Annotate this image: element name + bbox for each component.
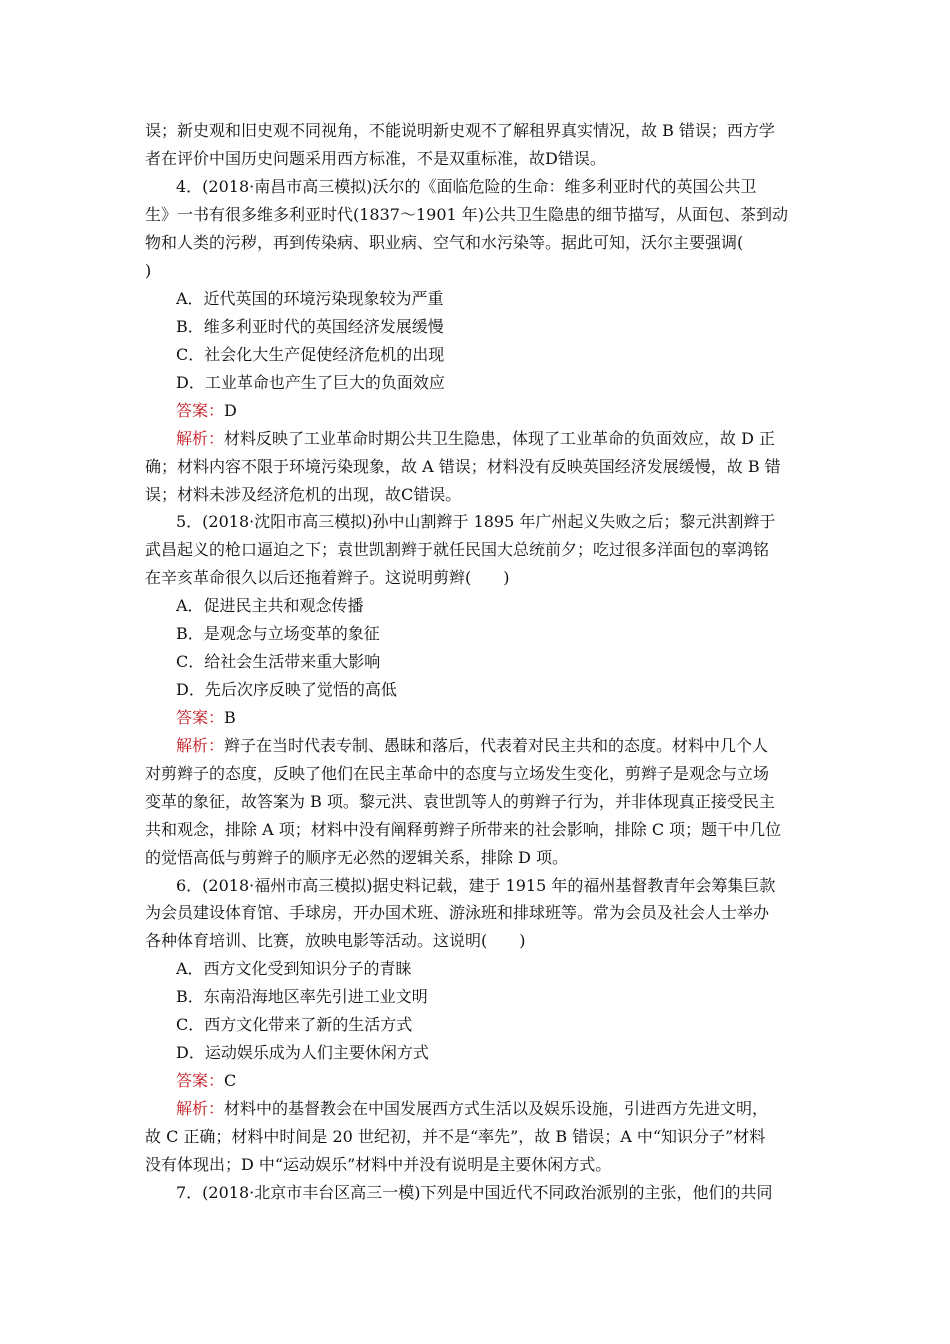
analysis-text: 辫子在当时代表专制、愚昧和落后，代表着对民主共和的态度。材料中几个人: [224, 736, 769, 755]
question-5-option-c: C．给社会生活带来重大影响: [176, 652, 381, 671]
question-6-option-a: A．西方文化受到知识分子的青睐: [176, 959, 412, 978]
question-4-stem: 4．(2018·南昌市高三模拟)沃尔的《面临危险的生命：维多利亚时代的英国公共卫: [176, 177, 757, 196]
question-6-analysis: 没有体现出；D 中“运动娱乐”材料中并没有说明是主要休闲方式。: [145, 1155, 612, 1174]
answer-label: 答案：: [176, 708, 225, 727]
question-5-analysis: 对剪辫子的态度，反映了他们在民主革命中的态度与立场发生变化，剪辫子是观念与立场: [145, 764, 770, 783]
question-5-option-b: B．是观念与立场变革的象征: [176, 624, 380, 643]
question-6-answer: [176, 1071, 236, 1091]
question-4-option-c: C．社会化大生产促使经济危机的出现: [176, 345, 445, 364]
question-6-option-d: D．运动娱乐成为人们主要休闲方式: [176, 1043, 429, 1062]
question-6-analysis: 故 C 正确；材料中时间是 20 世纪初，并不是“率先”，故 B 错误；A 中“知识分子”材料: [145, 1127, 766, 1146]
question-4-option-b: B．维多利亚时代的英国经济发展缓慢: [176, 317, 444, 336]
question-4-analysis: [176, 429, 775, 449]
question-6-stem: 为会员建设体育馆、手球房，开办国术班、游泳班和排球班等。常为会员及社会人士举办: [145, 903, 770, 922]
analysis-label: 解析：: [176, 429, 225, 448]
question-5-analysis: 共和观念，排除 A 项；材料中没有阐释剪辫子所带来的社会影响，排除 C 项；题干中几位: [145, 820, 782, 839]
analysis-label: 解析：: [176, 736, 225, 755]
analysis-label: 解析：: [176, 1099, 225, 1118]
question-4-stem: ): [145, 261, 152, 280]
prev-analysis-line: 者在评价中国历史问题采用西方标准，不是双重标准，故D错误。: [145, 149, 606, 168]
question-5-answer: [176, 708, 236, 728]
analysis-text: 材料反映了工业革命时期公共卫生隐患，体现了工业革命的负面效应，故 D 正: [224, 429, 776, 448]
question-6-stem: 各种体育培训、比赛，放映电影等活动。这说明( ): [145, 931, 526, 950]
analysis-text: 材料中的基督教会在中国发展西方式生活以及娱乐设施，引进西方先进文明，: [224, 1099, 769, 1118]
question-4-option-d: D．工业革命也产生了巨大的负面效应: [176, 373, 445, 392]
question-5-stem: 武昌起义的枪口逼迫之下；袁世凯割辫于就任民国大总统前夕；吃过很多洋面包的辜鸿铭: [145, 540, 770, 559]
answer-value: D: [224, 401, 237, 420]
answer-label: 答案：: [176, 401, 225, 420]
question-5-stem: 5．(2018·沈阳市高三模拟)孙中山割辫于 1895 年广州起义失败之后；黎元洪割辫于: [176, 512, 776, 531]
question-6-stem: 6．(2018·福州市高三模拟)据史料记载，建于 1915 年的福州基督教青年会筹集巨款: [176, 876, 776, 895]
question-4-stem: 物和人类的污秽，再到传染病、职业病、空气和水污染等。据此可知，沃尔主要强调(: [145, 233, 744, 252]
question-4-analysis: 确；材料内容不限于环境污染现象，故 A 错误；材料没有反映英国经济发展缓慢，故 B 错: [145, 457, 781, 476]
question-5-analysis: [176, 736, 768, 756]
question-6-option-b: B．东南沿海地区率先引进工业文明: [176, 987, 428, 1006]
question-6-option-c: C．西方文化带来了新的生活方式: [176, 1015, 413, 1034]
question-4-stem: 生》一书有很多维多利亚时代(1837～1901 年)公共卫生隐患的细节描写，从面包、茶到动: [145, 205, 789, 224]
prev-analysis-line: 误；新史观和旧史观不同视角，不能说明新史观不了解租界真实情况，故 B 错误；西方学: [145, 121, 775, 140]
question-5-option-d: D．先后次序反映了觉悟的高低: [176, 680, 397, 699]
answer-value: B: [224, 708, 236, 727]
question-5-analysis: 的觉悟高低与剪辫子的顺序无必然的逻辑关系，排除 D 项。: [145, 848, 569, 867]
answer-label: 答案：: [176, 1071, 225, 1090]
question-5-option-a: A．促进民主共和观念传播: [176, 596, 364, 615]
question-5-stem: 在辛亥革命很久以后还拖着辫子。这说明剪辫( ): [145, 568, 510, 587]
answer-value: C: [224, 1071, 237, 1090]
question-4-analysis: 误；材料未涉及经济危机的出现，故C错误。: [145, 485, 462, 504]
question-6-analysis: [176, 1099, 768, 1119]
question-4-answer: [176, 401, 237, 421]
question-4-option-a: A．近代英国的环境污染现象较为严重: [176, 289, 444, 308]
question-5-analysis: 变革的象征，故答案为 B 项。黎元洪、袁世凯等人的剪辫子行为，并非体现真正接受民主: [145, 792, 775, 811]
question-7-stem: 7．(2018·北京市丰台区高三一模)下列是中国近代不同政治派别的主张，他们的共同: [176, 1183, 773, 1202]
